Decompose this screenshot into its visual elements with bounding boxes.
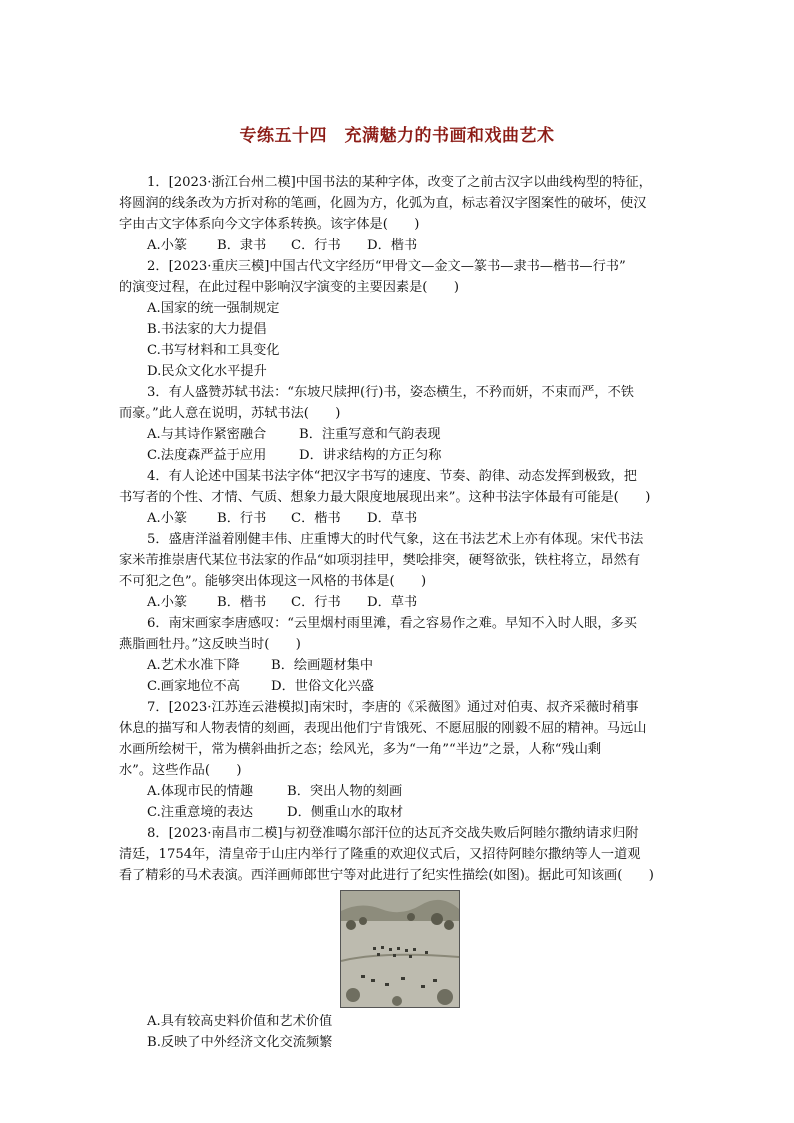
q1-line-2: 将圆润的线条改为方折对称的笔画，化圆为方，化弧为直，标志着汉字图案性的破坏，使汉 <box>119 196 647 211</box>
horse-show-painting-figure <box>340 890 460 1008</box>
q6-line-1: 6．南宋画家李唐感叹：“云里烟村雨里滩，看之容易作之难。早知不入时人眼，多买 <box>147 616 637 631</box>
q5-option-b: B．楷书 <box>217 595 267 610</box>
q5-line-2: 家米芾推崇唐代某位书法家的作品“如项羽挂甲，樊哙排突，硬弩欲张，铁柱将立，昂然有 <box>119 553 641 568</box>
page-title: 专练五十四 充满魅力的书画和戏曲艺术 <box>239 126 555 146</box>
q2-option-c: C.书写材料和工具变化 <box>147 343 280 358</box>
q4-line-1: 4．有人论述中国某书法字体“把汉字书写的速度、节奏、韵律、动态发挥到极致，把 <box>147 469 637 484</box>
q3-option-a: A.与其诗作紧密融合 <box>147 427 267 442</box>
q6-option-a: A.艺术水准下降 <box>147 658 240 673</box>
q4-line-2: 书写者的个性、才情、气质、想象力最大限度地展现出来”。这种书法字体最有可能是( ) <box>119 490 651 505</box>
q5-option-a: A.小篆 <box>147 595 188 610</box>
q2-option-a: A.国家的统一强制规定 <box>147 301 280 316</box>
q8-line-1: 8．[2023·南昌市二模]与初登准噶尔部汗位的达瓦齐交战失败后阿睦尔撒纳请求归附 <box>147 826 639 841</box>
q8-line-2: 清廷，1754年，清皇帝于山庄内举行了隆重的欢迎仪式后，又招待阿睦尔撒纳等人一道观 <box>119 847 641 862</box>
q2-option-b: B.书法家的大力提倡 <box>147 322 267 337</box>
q7-line-1: 7．[2023·江苏连云港模拟]南宋时，李唐的《采薇图》通过对伯夷、叔齐采薇时稍事 <box>147 700 639 715</box>
q8-option-b: B.反映了中外经济文化交流频繁 <box>147 1035 333 1050</box>
q8-option-a: A.具有较高史料价值和艺术价值 <box>147 1014 333 1029</box>
q3-line-2: 而豪。”此人意在说明，苏轼书法( ) <box>119 406 341 421</box>
q6-option-b: B．绘画题材集中 <box>271 658 374 673</box>
q7-line-3: 水画所绘树干，常为横斜曲折之态；绘风光，多为“一角”“半边”之景，人称“残山剩 <box>119 742 602 757</box>
q4-option-d: D．草书 <box>367 511 418 526</box>
painting-image <box>341 891 459 1007</box>
q4-option-c: C．楷书 <box>291 511 341 526</box>
q2-line-1: 2．[2023·重庆三模]中国古代文字经历“甲骨文—金文—篆书—隶书—楷书—行书” <box>147 259 626 274</box>
q7-option-a: A.体现市民的情趣 <box>147 784 254 799</box>
q7-line-2: 休息的描写和人物表情的刻画，表现出他们宁肯饿死、不愿屈服的刚毅不屈的精神。马远山 <box>119 721 647 736</box>
q1-option-b: B．隶书 <box>217 238 267 253</box>
q2-line-2: 的演变过程，在此过程中影响汉字演变的主要因素是( ) <box>119 280 459 295</box>
q7-option-b: B．突出人物的刻画 <box>287 784 403 799</box>
q6-option-c: C.画家地位不高 <box>147 679 240 694</box>
q1-option-c: C．行书 <box>291 238 341 253</box>
q4-option-a: A.小篆 <box>147 511 188 526</box>
q1-line-3: 字由古文字体系向今文字体系转换。该字体是( ) <box>119 217 420 232</box>
q3-option-d: D．讲求结构的方正匀称 <box>299 448 442 463</box>
q7-option-d: D．侧重山水的取材 <box>287 805 404 820</box>
q6-option-d: D．世俗文化兴盛 <box>271 679 374 694</box>
q5-line-1: 5．盛唐洋溢着刚健丰伟、庄重博大的时代气象，这在书法艺术上亦有体现。宋代书法 <box>147 532 644 547</box>
q1-option-d: D．楷书 <box>367 238 418 253</box>
q3-option-c: C.法度森严益于应用 <box>147 448 267 463</box>
q1-option-a: A.小篆 <box>147 238 188 253</box>
q4-option-b: B．行书 <box>217 511 267 526</box>
q2-option-d: D.民众文化水平提升 <box>147 364 267 379</box>
q3-option-b: B．注重写意和气韵表现 <box>299 427 441 442</box>
q1-line-1: 1．[2023·浙江台州二模]中国书法的某种字体，改变了之前古汉字以曲线构型的特征， <box>147 175 652 190</box>
q8-line-3: 看了精彩的马术表演。西洋画师郎世宁等对此进行了纪实性描绘(如图)。据此可知该画( ) <box>119 868 654 883</box>
q5-line-3: 不可犯之色”。能够突出体现这一风格的书体是( ) <box>119 574 427 589</box>
q7-line-4: 水”。这些作品( ) <box>119 763 242 778</box>
q7-option-c: C.注重意境的表达 <box>147 805 254 820</box>
q3-line-1: 3．有人盛赞苏轼书法：“东坡尺牍押(行)书，姿态横生，不矜而妍，不束而严，不铁 <box>147 385 634 400</box>
q5-option-d: D．草书 <box>367 595 418 610</box>
q6-line-2: 燕脂画牡丹。”这反映当时( ) <box>119 637 301 652</box>
q5-option-c: C．行书 <box>291 595 341 610</box>
